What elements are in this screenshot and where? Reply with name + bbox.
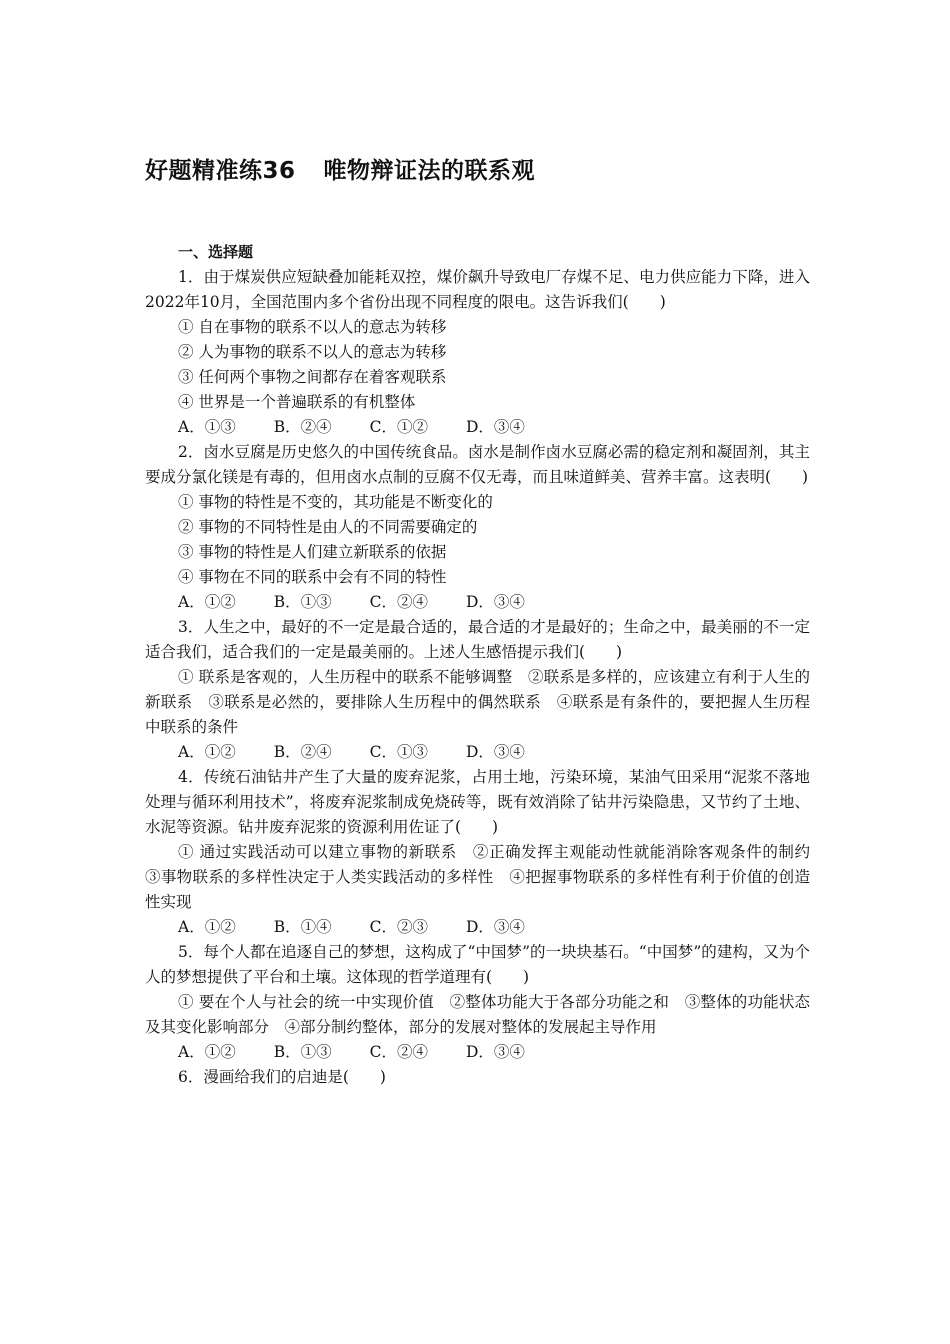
statement-options: ① 要在个人与社会的统一中实现价值 ②整体功能大于各部分功能之和 ③整体的功能状态及其变化影响部分 ④部分制约整体，部分的发展对整体的发展起主导作用 — [145, 993, 810, 1036]
choice-d: D．③④ — [465, 1043, 525, 1061]
title-sub: 唯物辩证法的联系观 — [323, 158, 536, 184]
choice-a: A．①② — [178, 918, 236, 936]
answer-choices — [145, 415, 810, 440]
choice-a: A．①② — [178, 743, 236, 761]
choice-b: B．②④ — [273, 418, 332, 436]
choice-c: C．①② — [369, 418, 428, 436]
page-title — [145, 156, 535, 186]
choice-d: D．③④ — [465, 918, 525, 936]
question-stem: 5．每个人都在追逐自己的梦想，这构成了“中国梦”的一块块基石。“中国梦”的建构，又为个人的梦想提供了平台和土壤。这体现的哲学道理有( ) — [145, 943, 810, 986]
question-stem: 1．由于煤炭供应短缺叠加能耗双控，煤价飙升导致电厂存煤不足、电力供应能力下降，进入2022年10月，全国范围内多个省份出现不同程度的限电。这告诉我们( ) — [145, 268, 810, 311]
choice-b: B．②④ — [273, 743, 332, 761]
choice-d: D．③④ — [465, 593, 525, 611]
document-body — [145, 240, 826, 1090]
choice-c: C．①③ — [369, 743, 428, 761]
answer-choices — [145, 915, 810, 940]
statement-option: ① 事物的特性是不变的，其功能是不断变化的 — [178, 493, 493, 511]
choice-a: A．①② — [178, 593, 236, 611]
statement-options: ① 联系是客观的，人生历程中的联系不能够调整 ②联系是多样的，应该建立有利于人生的新联系 ③联系是必然的，要排除人生历程中的偶然联系 ④联系是有条件的，要把握人生历程中联系的条件 — [145, 668, 810, 736]
statement-option: ② 人为事物的联系不以人的意志为转移 — [178, 343, 447, 361]
question-4 — [145, 765, 826, 940]
choice-b: B．①③ — [273, 1043, 332, 1061]
question-stem: 3．人生之中，最好的不一定是最合适的，最合适的才是最好的；生命之中，最美丽的不一定适合我们，适合我们的一定是最美丽的。上述人生感悟提示我们( ) — [145, 618, 810, 661]
choice-b: B．①③ — [273, 593, 332, 611]
statement-option: ③ 事物的特性是人们建立新联系的依据 — [178, 543, 447, 561]
choice-c: C．②④ — [369, 1043, 428, 1061]
choice-c: C．②④ — [369, 593, 428, 611]
title-main: 好题精准练36 — [145, 158, 296, 184]
section-heading: 一、选择题 — [178, 243, 254, 261]
choice-a: A．①② — [178, 1043, 236, 1061]
choice-d: D．③④ — [465, 743, 525, 761]
question-6 — [145, 1065, 810, 1090]
choice-d: D．③④ — [465, 418, 525, 436]
statement-option: ④ 事物在不同的联系中会有不同的特性 — [178, 568, 447, 586]
statement-option: ③ 任何两个事物之间都存在着客观联系 — [178, 368, 447, 386]
statement-option: ② 事物的不同特性是由人的不同需要确定的 — [178, 518, 478, 536]
choice-b: B．①④ — [273, 918, 332, 936]
answer-choices — [145, 590, 810, 615]
choice-c: C．②③ — [369, 918, 428, 936]
question-stem: 2．卤水豆腐是历史悠久的中国传统食品。卤水是制作卤水豆腐必需的稳定剂和凝固剂，其主要成分氯化镁是有毒的，但用卤水点制的豆腐不仅无毒，而且味道鲜美、营养丰富。这表明( ) — [145, 443, 810, 486]
statement-options: ① 通过实践活动可以建立事物的新联系 ②正确发挥主观能动性就能消除客观条件的制约 ③事物联系的多样性决定于人类实践活动的多样性 ④把握事物联系的多样性有利于价值的创造性实现 — [145, 843, 826, 911]
question-2 — [145, 440, 810, 615]
answer-choices — [145, 1040, 810, 1065]
choice-a: A．①③ — [178, 418, 236, 436]
question-1 — [145, 265, 810, 440]
question-3 — [145, 615, 810, 765]
statement-option: ① 自在事物的联系不以人的意志为转移 — [178, 318, 447, 336]
statement-option: ④ 世界是一个普遍联系的有机整体 — [178, 393, 416, 411]
question-stem: 6．漫画给我们的启迪是( ) — [178, 1068, 386, 1086]
question-stem: 4．传统石油钻井产生了大量的废弃泥浆，占用土地，污染环境，某油气田采用“泥浆不落地处理与循环利用技术”，将废弃泥浆制成免烧砖等，既有效消除了钻井污染隐患，又节约了土地、水泥等资源。钻井废弃泥浆的资源利用佐证了( ) — [145, 768, 810, 836]
answer-choices — [145, 740, 810, 765]
question-5 — [145, 940, 810, 1065]
